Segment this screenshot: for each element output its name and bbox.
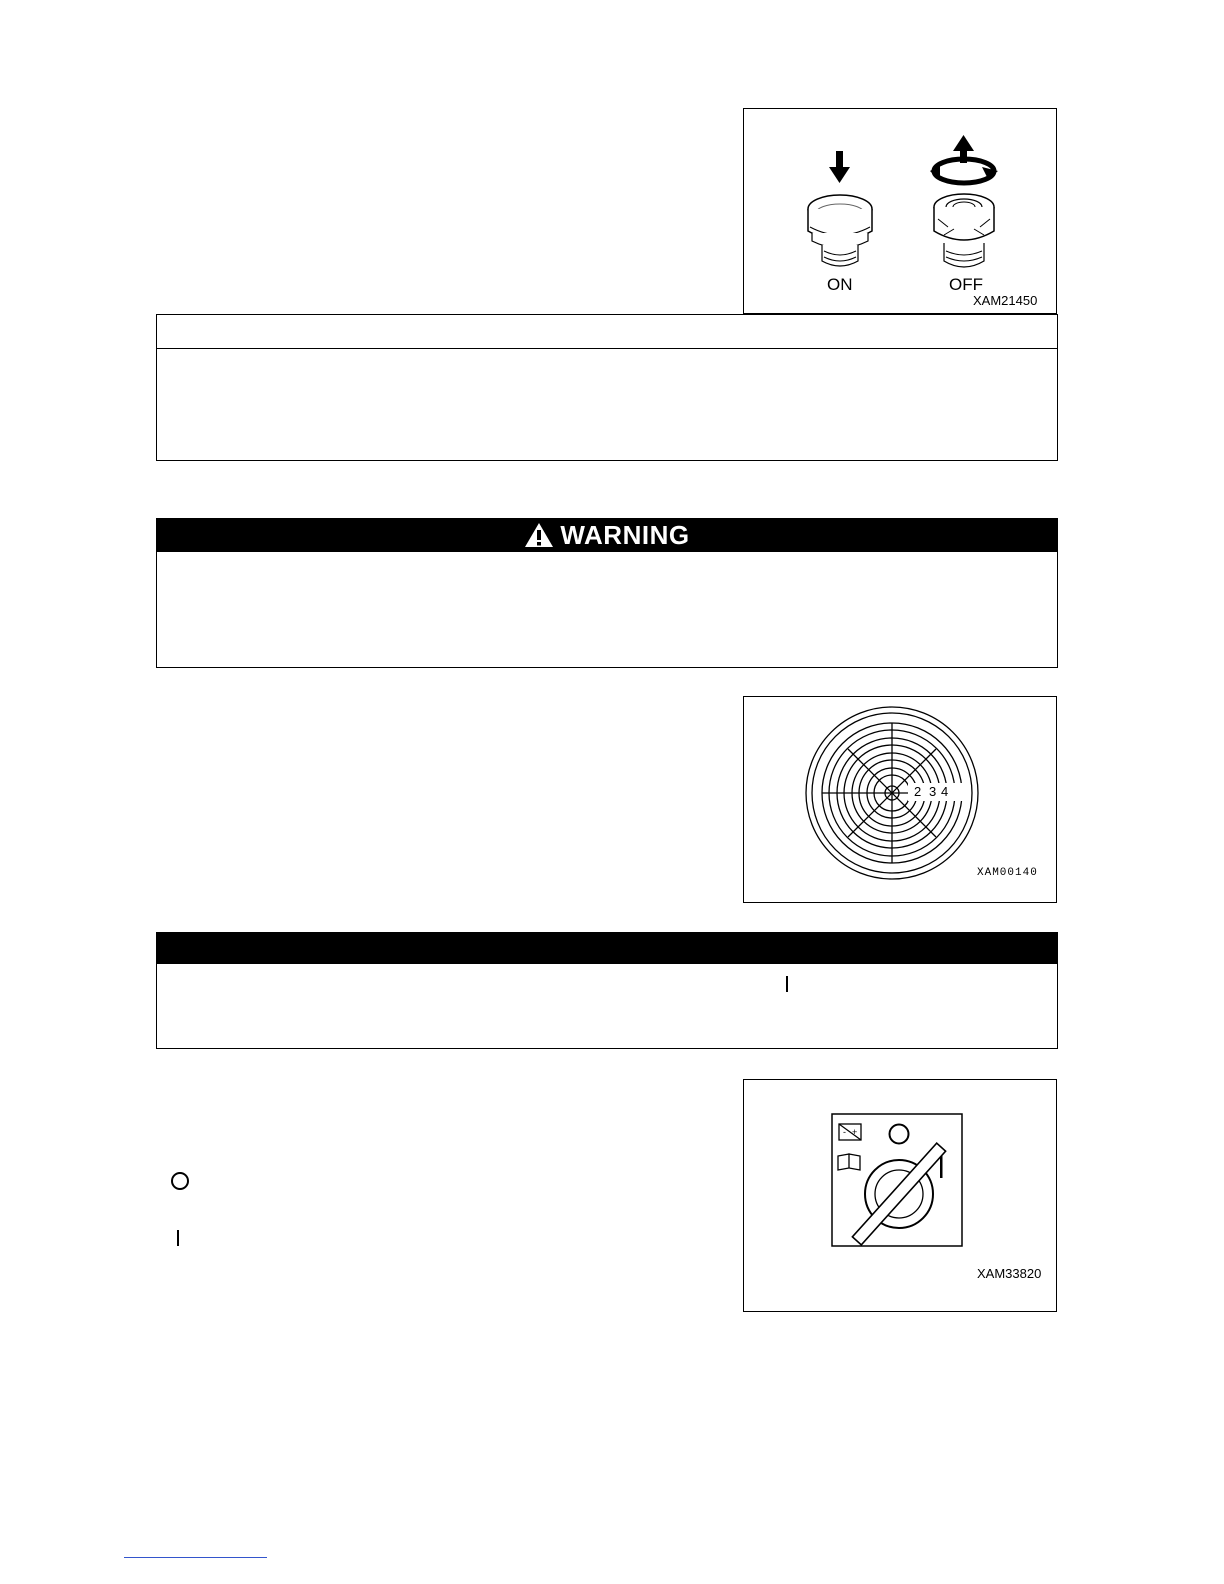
- off-label: OFF: [949, 275, 983, 294]
- ring-label-2: 2: [914, 784, 922, 799]
- figure-code: XAM00140: [977, 867, 1038, 879]
- on-label: ON: [827, 275, 853, 294]
- panel-header-divider: [157, 348, 1057, 349]
- level-figure: [743, 696, 1057, 903]
- svg-text:+: +: [852, 1127, 858, 1137]
- footer-link-underline[interactable]: [124, 1557, 267, 1558]
- warning-panel: [156, 518, 1058, 668]
- off-position-symbol: [171, 1172, 189, 1190]
- caution-panel: [156, 932, 1058, 1049]
- svg-text:-: -: [843, 1127, 846, 1137]
- on-position-symbol: [177, 1230, 179, 1246]
- ring-label-3: 3: [929, 784, 937, 799]
- emergency-stop-button-icon: [744, 109, 1054, 311]
- warning-heading: [157, 519, 1057, 551]
- caution-header-bar: [157, 933, 1057, 964]
- on-position-symbol: [786, 976, 788, 992]
- estop-figure: [743, 108, 1057, 314]
- warning-title: WARNING: [560, 519, 690, 550]
- figure-code: XAM21450: [973, 293, 1038, 308]
- battery-switch-figure: [743, 1079, 1057, 1312]
- figure-code: XAM33820: [977, 1266, 1042, 1281]
- warning-triangle-icon: [524, 522, 554, 548]
- notice-panel: [156, 314, 1058, 461]
- ring-label-4: 4: [941, 784, 949, 799]
